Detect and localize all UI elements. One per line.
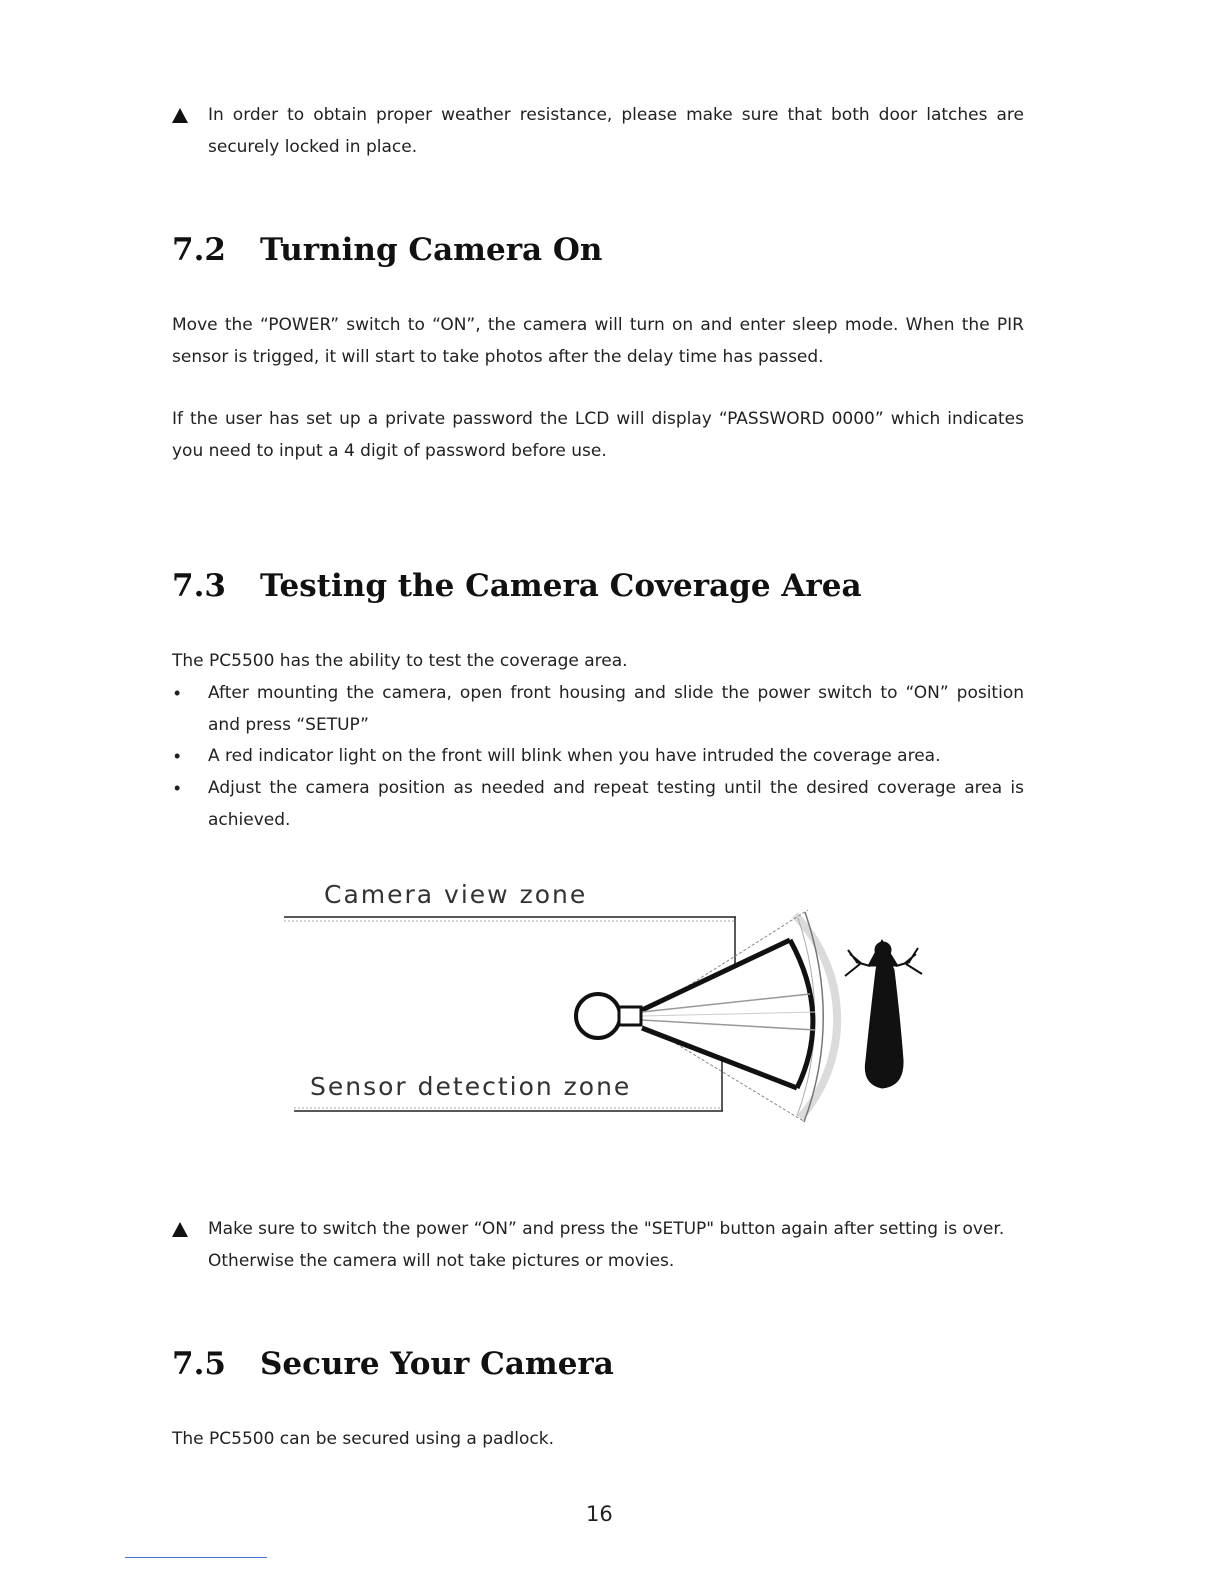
weather-note-text: In order to obtain proper weather resistance, please make sure that both door latches are securely locked in place. (208, 105, 1024, 157)
warning-triangle-icon (172, 99, 202, 123)
page-number: 16 (586, 1502, 613, 1526)
bullet-icon: • (174, 778, 181, 798)
camera-view-fan (642, 940, 815, 1088)
camera-view-zone-label: Camera view zone (324, 880, 588, 909)
list-item-text: A red indicator light on the front will blink when you have intruded the coverage area. (208, 746, 941, 766)
paragraph: If the user has set up a private password the LCD will display “PASSWORD 0000” which indicates you need to input a 4 digit of password before use. (172, 409, 1024, 461)
deer-icon (845, 940, 922, 1088)
section-heading-7-5 (172, 1346, 614, 1382)
coverage-diagram (270, 870, 970, 1130)
section-heading-7-2 (172, 232, 602, 268)
section-number: 7.3 (172, 568, 226, 604)
paragraph: The PC5500 has the ability to test the coverage area. (172, 651, 628, 671)
section-number: 7.5 (172, 1346, 226, 1382)
section-heading-7-3 (172, 568, 862, 604)
list-item-text: Adjust the camera position as needed and repeat testing until the desired coverage area is achieved. (208, 778, 1024, 830)
setup-reminder-text: Make sure to switch the power “ON” and press the "SETUP" button again after setting is over. Otherwise the camera will not take pictures or movies. (208, 1219, 1005, 1271)
section-title: Testing the Camera Coverage Area (260, 568, 862, 604)
bullet-icon: • (174, 746, 181, 766)
section-number: 7.2 (172, 232, 226, 268)
paragraph: The PC5500 can be secured using a padlock. (172, 1429, 554, 1449)
bullet-icon: • (174, 683, 181, 703)
paragraph: Move the “POWER” switch to “ON”, the camera will turn on and enter sleep mode. When the PIR sensor is trigged, it will start to take photos after the delay time has passed. (172, 315, 1024, 367)
section-title: Secure Your Camera (260, 1346, 614, 1382)
footer-rule (125, 1557, 267, 1558)
list-item-text: After mounting the camera, open front housing and slide the power switch to “ON” position and press “SETUP” (208, 683, 1024, 735)
camera-body-icon (576, 994, 641, 1038)
section-title: Turning Camera On (260, 232, 603, 268)
sensor-detection-zone-label: Sensor detection zone (310, 1072, 632, 1101)
warning-triangle-icon (172, 1213, 202, 1237)
